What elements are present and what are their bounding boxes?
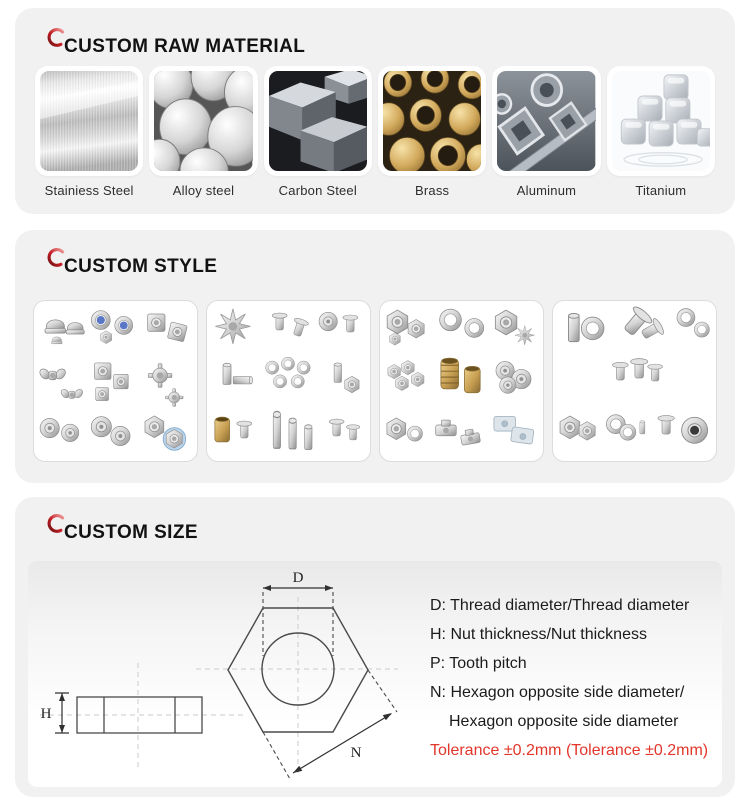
red-swoosh-icon (46, 512, 68, 534)
material-label: Alloy steel (172, 183, 235, 198)
size-diagram-panel (28, 561, 722, 787)
material-tile-aluminum (492, 66, 600, 198)
aluminum-image (497, 71, 595, 171)
custom-style-section (15, 230, 735, 483)
material-label: Stainiess Steel (44, 183, 134, 198)
dimension-label-d: D (292, 570, 304, 586)
fastener-collage-3 (379, 300, 544, 462)
brass-image (383, 71, 481, 171)
size-section-header (51, 520, 198, 546)
legend-line-n-continued: Hexagon opposite side diameter (449, 713, 679, 730)
fastener-collage-1 (33, 300, 198, 462)
material-tile-carbon-steel (264, 66, 372, 198)
legend-line-n: N: Hexagon opposite side diameter/ (430, 684, 685, 701)
size-legend (430, 591, 730, 765)
material-label: Titanium (635, 183, 687, 198)
titanium-image (612, 71, 710, 171)
fastener-collage-4 (552, 300, 717, 462)
dimension-label-n: N (350, 745, 362, 761)
custom-raw-material-section (15, 8, 735, 214)
material-tile-stainless-steel (35, 66, 143, 198)
custom-size-section (15, 497, 735, 797)
legend-line-h: H: Nut thickness/Nut thickness (430, 626, 647, 643)
style-section-header (51, 254, 217, 280)
red-swoosh-icon (46, 26, 68, 48)
material-label: Brass (415, 183, 450, 198)
raw-material-section-header (51, 34, 305, 60)
material-tiles-row (35, 66, 715, 198)
red-swoosh-icon (46, 246, 68, 268)
material-tile-brass (378, 66, 486, 198)
fastener-collage-2 (206, 300, 371, 462)
carbon-steel-image (269, 71, 367, 171)
legend-line-p: P: Tooth pitch (430, 655, 527, 672)
section-title-style: CUSTOM STYLE (64, 256, 218, 277)
material-tile-alloy-steel (149, 66, 257, 198)
style-panels-row (33, 300, 717, 462)
material-label: Aluminum (516, 183, 577, 198)
stainless-steel-image (40, 71, 138, 171)
material-tile-titanium (607, 66, 715, 198)
alloy-steel-image (154, 71, 252, 171)
section-title-raw-material: CUSTOM RAW MATERIAL (64, 36, 306, 57)
tolerance-note: Tolerance ±0.2mm (Tolerance ±0.2mm) (430, 742, 709, 759)
legend-line-d: D: Thread diameter/Thread diameter (430, 597, 690, 614)
material-label: Carbon Steel (278, 183, 357, 198)
dimension-label-h: H (40, 706, 52, 722)
section-title-size: CUSTOM SIZE (64, 522, 198, 543)
